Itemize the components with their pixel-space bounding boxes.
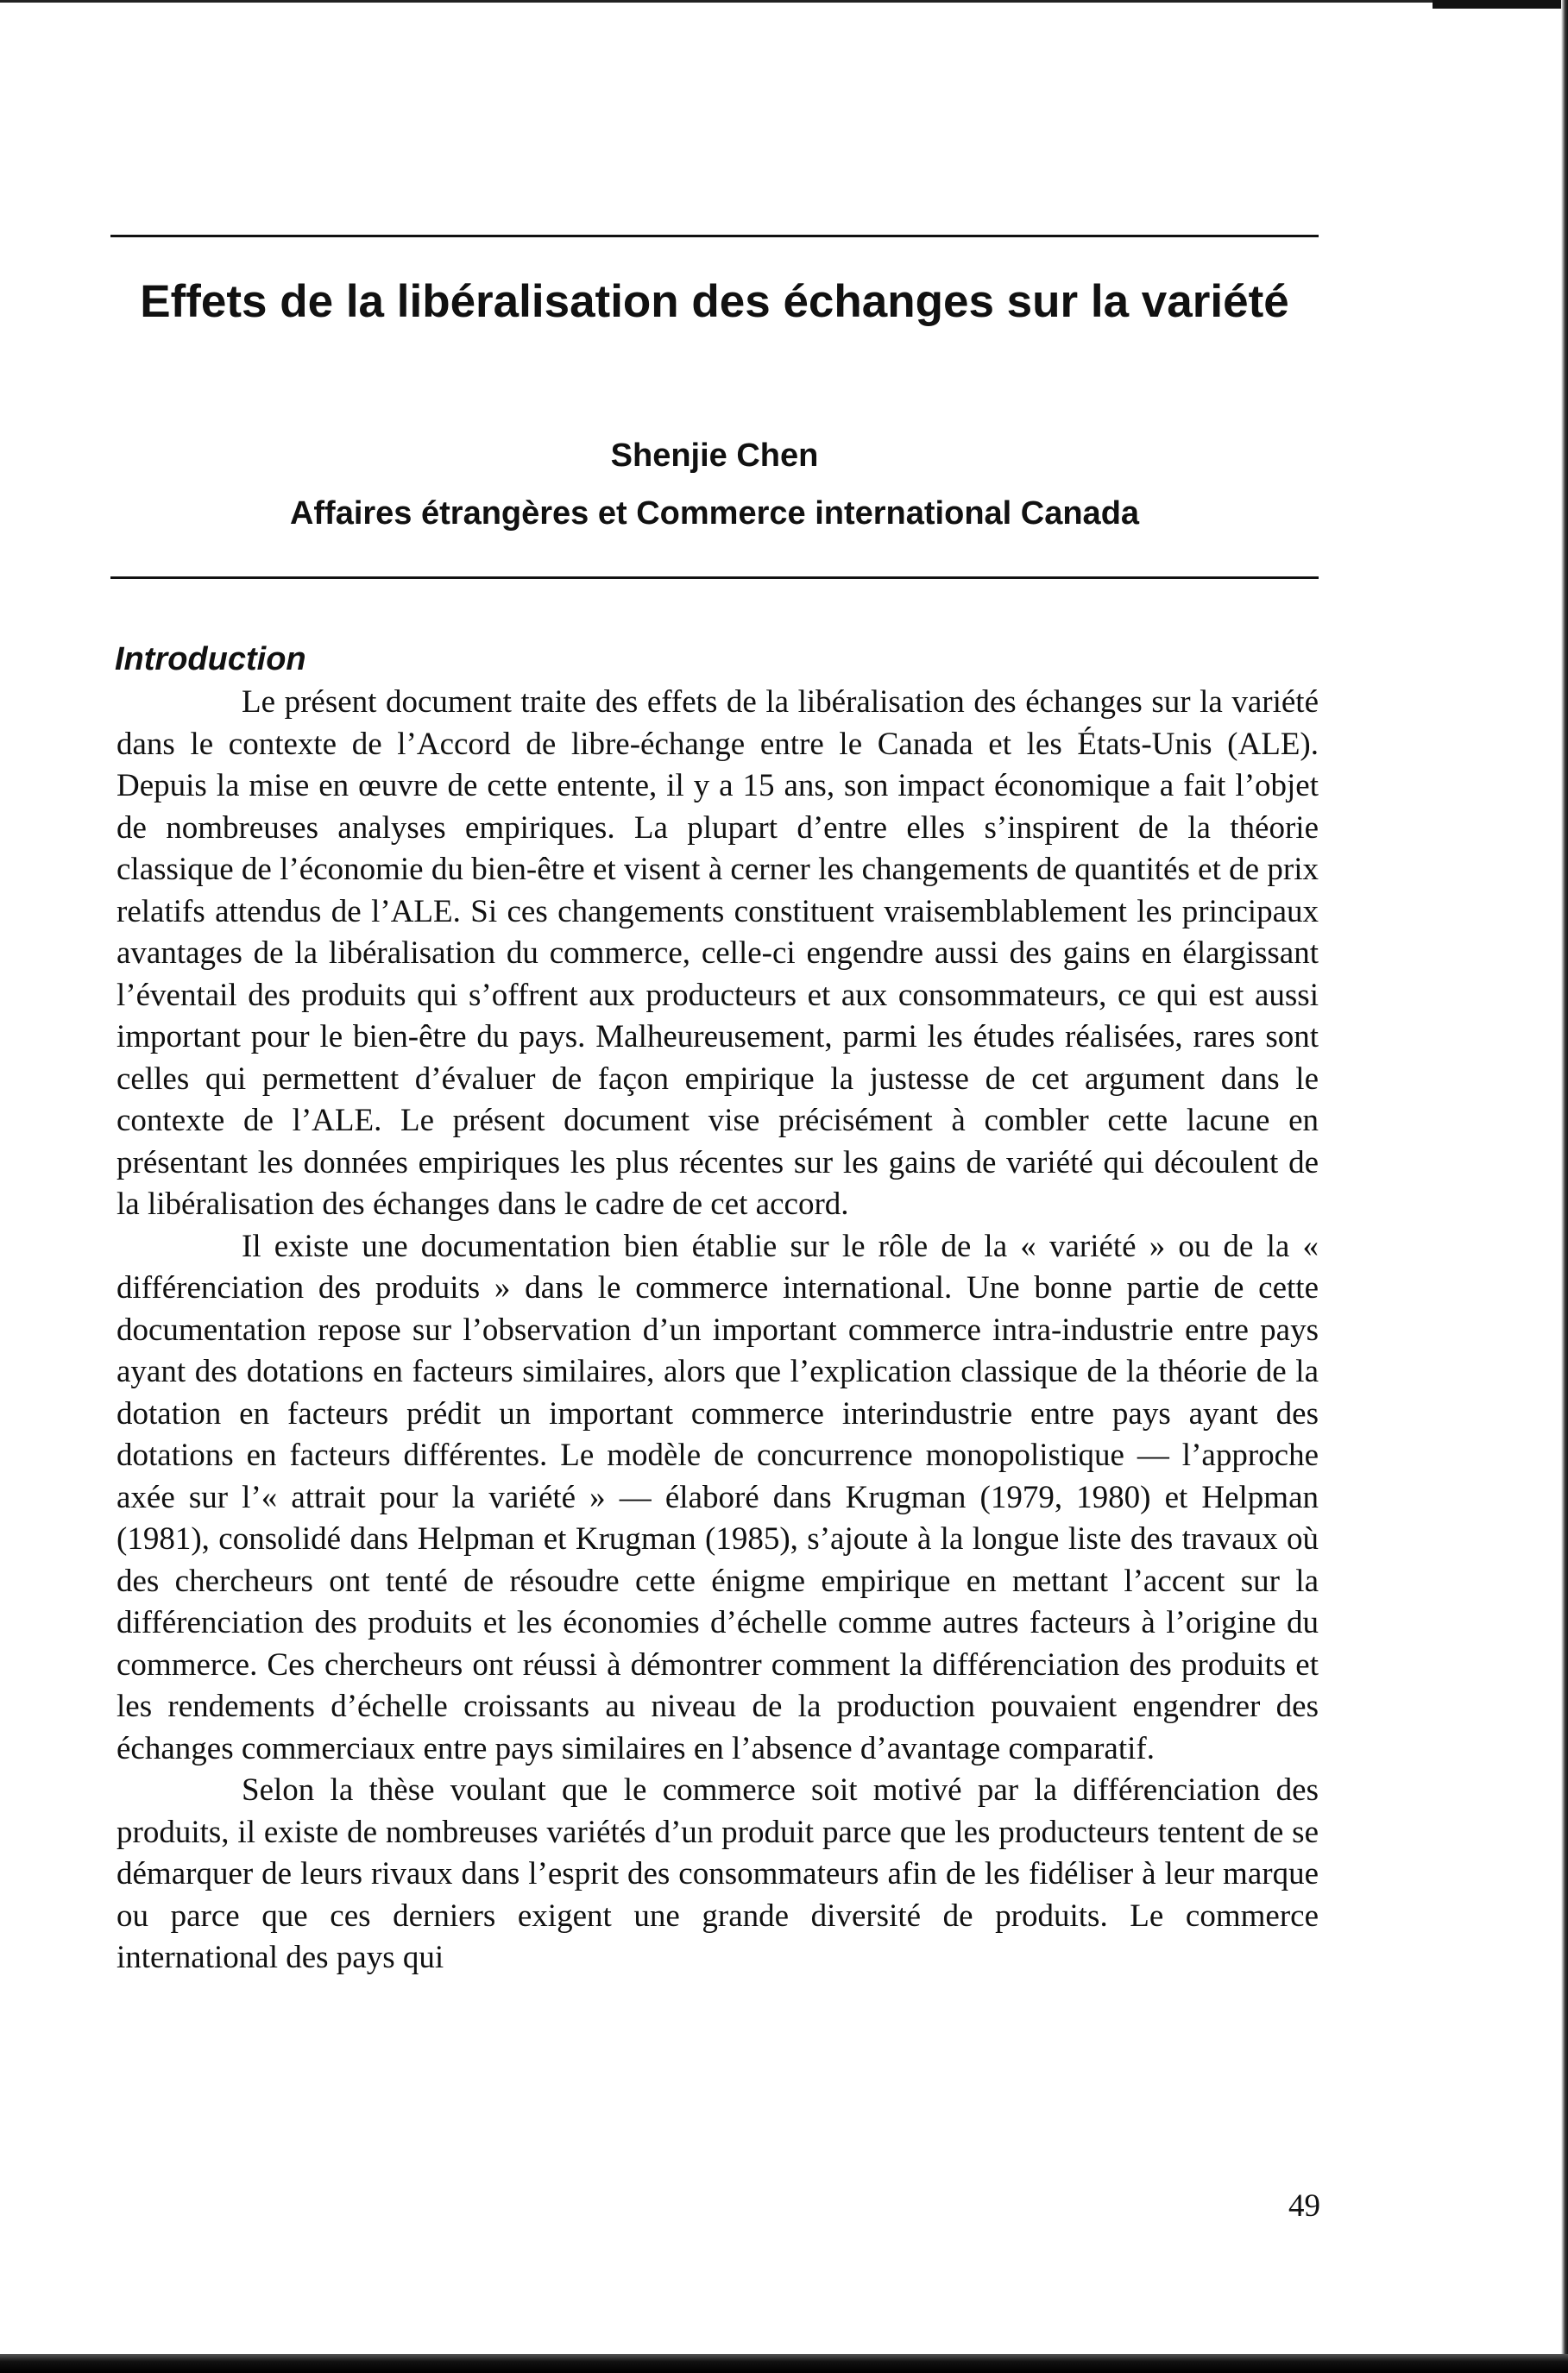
header-rule-bottom	[110, 576, 1319, 579]
paragraph: Selon la thèse voulant que le commerce soit motivé par la différenciation des produits, il existe de nombreuses variétés d’un produit parce que les producteurs tentent de se démarquer de leurs rivaux dans l’esprit des consommateurs afin de les fidéliser à leur marque ou parce que ces derniers exigent une grande diversité de produits. Le commerce international des pays qui	[116, 1772, 1319, 1975]
header-rule-top	[110, 235, 1319, 237]
scan-edge-right	[1561, 0, 1568, 2373]
paragraph: Le présent document traite des effets de la libéralisation des échanges sur la variété dans le contexte de l’Accord de libre-échange entre le Canada et les États-Unis (ALE). Depuis la mise en œuvre de cette entente, il y a 15 ans, son impact économique a fait l’objet de nombreuses analyses empiriques. La plupart d’entre elles s’inspirent de la théorie classique de l’économie du bien-être et visent à cerner les changements de quantités et de prix relatifs attendus de l’ALE. Si ces changements constituent vraisemblablement les principaux avantages de la libéralisation du commerce, celle-ci engendre aussi des gains en élargissant l’éventail des produits qui s’offrent aux producteurs et aux consommateurs, ce qui est aussi important pour le bien-être du pays. Malheureusement, parmi les études réalisées, rares sont celles qui permettent d’évaluer de façon empirique la justesse de cet argument dans le contexte de l’ALE. Le présent document vise précisément à combler cette lacune en présentant les données empiriques les plus récentes sur les gains de variété qui découlent de la libéralisation des échanges dans le cadre de cet accord.	[116, 684, 1319, 1222]
author-affiliation: Affaires étrangères et Commerce international Canada	[289, 495, 1140, 532]
scan-edge-bottom	[0, 2354, 1568, 2373]
scan-edge-top	[0, 0, 1568, 3]
body-text	[116, 682, 1319, 1980]
page-number: 49	[1288, 2188, 1320, 2224]
scan-edge-top-corner	[1433, 0, 1568, 9]
section-heading: Introduction	[115, 641, 306, 677]
paragraph: Il existe une documentation bien établie sur le rôle de la « variété » ou de la « différenciation des produits » dans le commerce international. Une bonne partie de cette documentation repose sur l’observation d’un important commerce intra-industrie entre pays ayant des dotations en facteurs similaires, alors que l’explication classique de la théorie de la dotation en facteurs prédit un important commerce interindustrie entre pays ayant des dotations en facteurs différentes. Le modèle de concurrence monopolistique — l’approche axée sur l’« attrait pour la variété » — élaboré dans Krugman (1979, 1980) et Helpman (1981), consolidé dans Helpman et Krugman (1985), s’ajoute à la longue liste des travaux où des chercheurs ont tenté de résoudre cette énigme empirique en mettant l’accent sur la différenciation des produits et les économies d’échelle comme autres facteurs à l’origine du commerce. Ces chercheurs ont réussi à démontrer comment la différenciation des produits et les rendements d’échelle croissants au niveau de la production pouvaient engendrer des échanges commerciaux entre pays similaires en l’absence d’avantage comparatif.	[116, 1228, 1319, 1766]
author-name: Shenjie Chen	[610, 437, 819, 474]
article-title: Effets de la libéralisation des échanges sur la variété	[140, 276, 1289, 327]
